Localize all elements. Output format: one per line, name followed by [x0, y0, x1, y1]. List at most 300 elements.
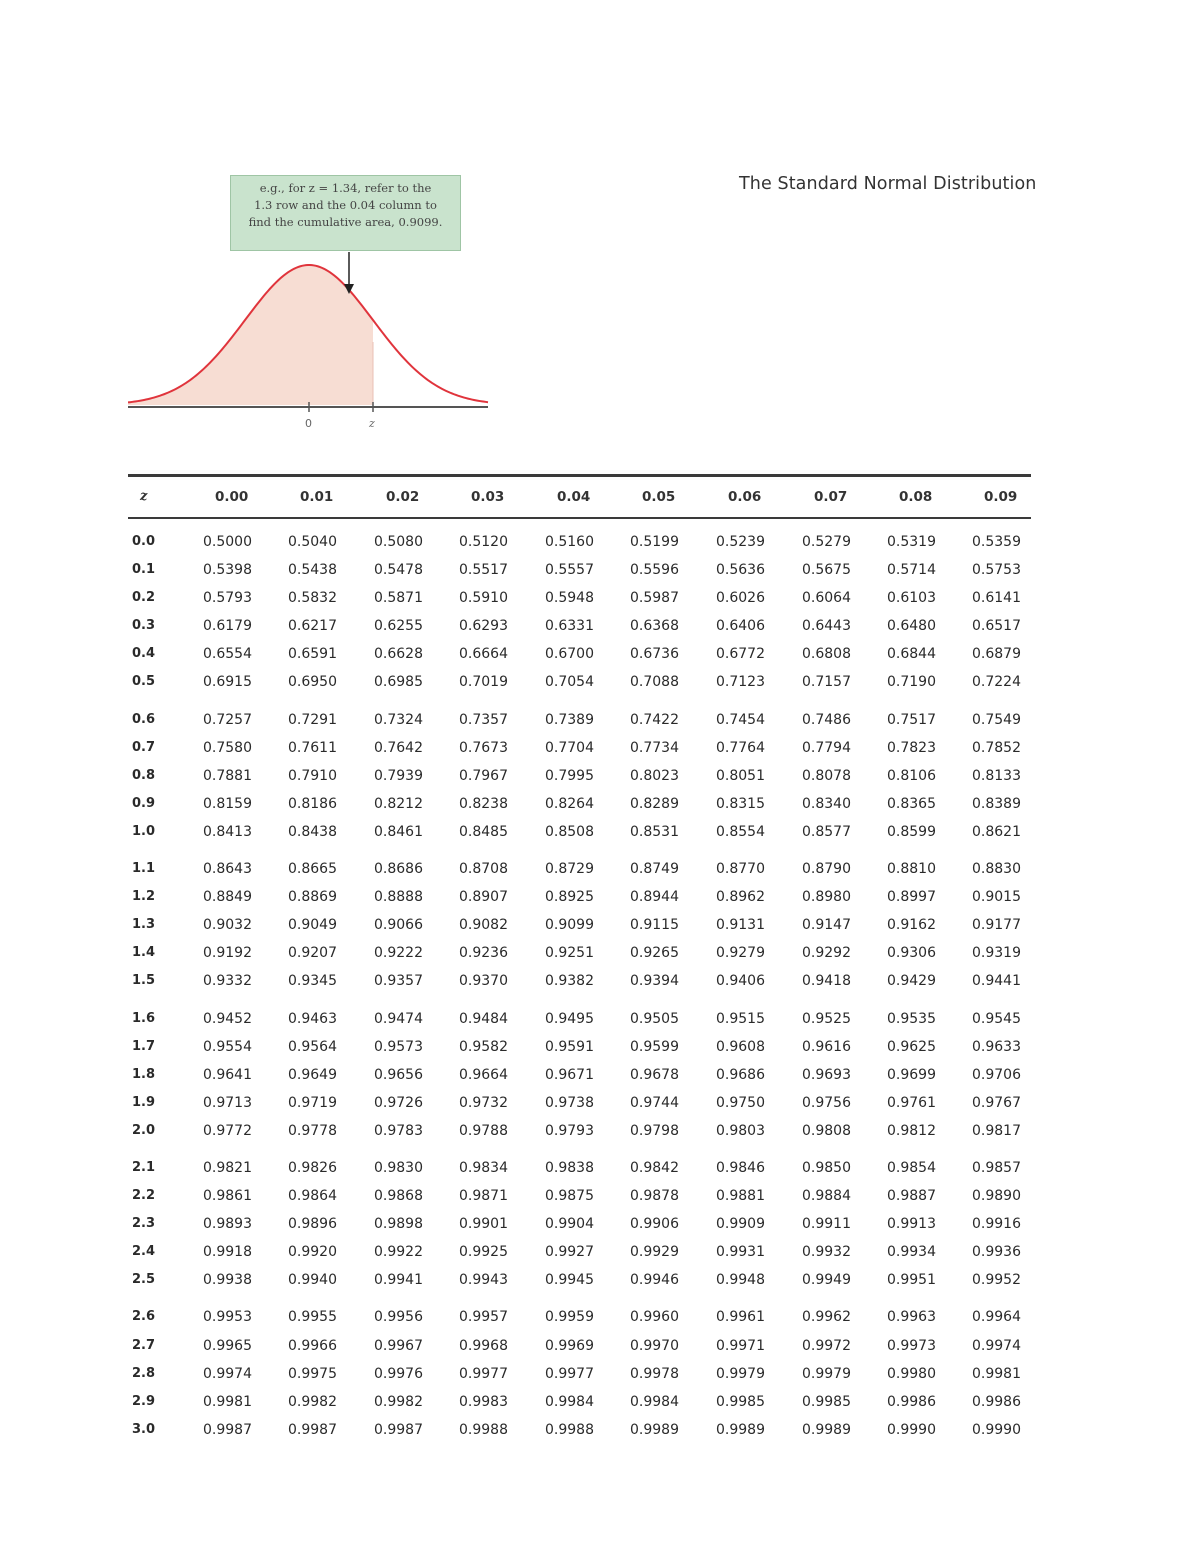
table-body — [128, 519, 1031, 1444]
table-cell: 0.7852 — [972, 739, 1021, 756]
table-row — [128, 734, 1031, 762]
table-row — [128, 1117, 1031, 1145]
table-cell: 0.9961 — [716, 1309, 765, 1326]
table-cell: 0.9861 — [203, 1188, 252, 1205]
table-cell: 0.6406 — [716, 618, 765, 635]
table-row — [128, 855, 1031, 883]
table-cell: 0.9963 — [887, 1309, 936, 1326]
table-cell: 0.9418 — [802, 973, 851, 990]
table-cell: 0.8599 — [887, 823, 936, 840]
table-row — [128, 1238, 1031, 1266]
table-cell: 0.9649 — [288, 1066, 337, 1083]
table-cell: 0.6879 — [972, 646, 1021, 663]
table-cell: 0.6985 — [374, 674, 423, 691]
table-cell: 0.9738 — [545, 1094, 594, 1111]
table-cell: 0.9943 — [459, 1272, 508, 1289]
table-cell: 0.8365 — [887, 795, 936, 812]
table-cell: 0.9515 — [716, 1010, 765, 1027]
table-cell: 0.8577 — [802, 823, 851, 840]
table-cell: 0.5359 — [972, 534, 1021, 550]
table-cell: 0.9938 — [203, 1272, 252, 1289]
table-cell: 0.9798 — [630, 1122, 679, 1139]
header-col-0.07: 0.07 — [814, 489, 848, 505]
table-cell: 0.8340 — [802, 795, 851, 812]
table-row — [128, 762, 1031, 790]
table-cell: 0.8051 — [716, 767, 765, 784]
table-cell: 0.9957 — [459, 1309, 508, 1326]
table-cell: 0.8869 — [288, 889, 337, 906]
table-cell: 0.9854 — [887, 1159, 936, 1176]
table-cell: 0.8461 — [374, 823, 423, 840]
header-col-0.06: 0.06 — [728, 489, 762, 505]
table-cell: 0.9884 — [802, 1188, 851, 1205]
cumulative-area-shading — [128, 265, 373, 405]
row-z-value: 1.9 — [132, 1094, 156, 1110]
table-cell: 0.9901 — [459, 1216, 508, 1233]
table-cell: 0.9834 — [459, 1159, 508, 1176]
table-cell: 0.9984 — [630, 1393, 679, 1410]
table-cell: 0.9641 — [203, 1066, 252, 1083]
table-cell: 0.8554 — [716, 823, 765, 840]
table-cell: 0.7190 — [887, 674, 936, 691]
table-cell: 0.9945 — [545, 1272, 594, 1289]
table-cell: 0.9015 — [972, 889, 1021, 906]
table-cell: 0.9989 — [716, 1421, 765, 1438]
table-cell: 0.9890 — [972, 1188, 1021, 1205]
table-row — [128, 1266, 1031, 1294]
table-cell: 0.8023 — [630, 767, 679, 784]
table-cell: 0.6331 — [545, 618, 594, 635]
table-row — [128, 1210, 1031, 1238]
table-cell: 0.7486 — [802, 711, 851, 728]
table-cell: 0.9977 — [545, 1365, 594, 1382]
table-cell: 0.5199 — [630, 534, 679, 550]
table-cell: 0.9989 — [630, 1421, 679, 1438]
page-title: The Standard Normal Distribution — [739, 174, 1037, 194]
table-cell: 0.9990 — [887, 1421, 936, 1438]
table-cell: 0.7389 — [545, 711, 594, 728]
table-cell: 0.6179 — [203, 618, 252, 635]
header-col-0.00: 0.00 — [215, 489, 249, 505]
table-cell: 0.9976 — [374, 1365, 423, 1382]
table-row — [128, 818, 1031, 846]
table-cell: 0.9969 — [545, 1337, 594, 1354]
table-cell: 0.9922 — [374, 1244, 423, 1261]
table-cell: 0.9968 — [459, 1337, 508, 1354]
table-cell: 0.7224 — [972, 674, 1021, 691]
table-cell: 0.9251 — [545, 945, 594, 962]
table-cell: 0.9881 — [716, 1188, 765, 1205]
table-cell: 0.9803 — [716, 1122, 765, 1139]
table-cell: 0.9970 — [630, 1337, 679, 1354]
table-cell: 0.9066 — [374, 917, 423, 934]
header-col-0.05: 0.05 — [642, 489, 676, 505]
table-cell: 0.6480 — [887, 618, 936, 635]
table-row — [128, 790, 1031, 818]
table-cell: 0.9394 — [630, 973, 679, 990]
table-cell: 0.9985 — [716, 1393, 765, 1410]
z-table — [128, 474, 1031, 1444]
table-cell: 0.7734 — [630, 739, 679, 756]
table-cell: 0.5714 — [887, 562, 936, 579]
table-cell: 0.8907 — [459, 889, 508, 906]
table-row — [128, 1154, 1031, 1182]
table-cell: 0.7642 — [374, 739, 423, 756]
row-z-value: 2.1 — [132, 1159, 156, 1175]
table-cell: 0.9693 — [802, 1066, 851, 1083]
table-cell: 0.9744 — [630, 1094, 679, 1111]
table-cell: 0.9177 — [972, 917, 1021, 934]
table-cell: 0.9591 — [545, 1038, 594, 1055]
axis-label-zero: 0 — [305, 417, 312, 430]
table-cell: 0.9793 — [545, 1122, 594, 1139]
table-cell: 0.8106 — [887, 767, 936, 784]
table-cell: 0.9909 — [716, 1216, 765, 1233]
table-cell: 0.8830 — [972, 861, 1021, 878]
table-cell: 0.9964 — [972, 1309, 1021, 1326]
row-z-value: 1.0 — [132, 823, 156, 839]
table-cell: 0.9984 — [545, 1393, 594, 1410]
row-z-value: 0.1 — [132, 562, 156, 578]
table-cell: 0.6700 — [545, 646, 594, 663]
table-cell: 0.9985 — [802, 1393, 851, 1410]
table-cell: 0.9916 — [972, 1216, 1021, 1233]
table-cell: 0.9918 — [203, 1244, 252, 1261]
table-cell: 0.9986 — [972, 1393, 1021, 1410]
table-cell: 0.6950 — [288, 674, 337, 691]
table-cell: 0.8749 — [630, 861, 679, 878]
table-row — [128, 1089, 1031, 1117]
table-cell: 0.9207 — [288, 945, 337, 962]
table-cell: 0.8980 — [802, 889, 851, 906]
row-z-value: 1.8 — [132, 1066, 156, 1082]
table-cell: 0.6064 — [802, 590, 851, 607]
table-cell: 0.9932 — [802, 1244, 851, 1261]
table-cell: 0.5517 — [459, 562, 508, 579]
table-header-row — [128, 477, 1031, 517]
table-cell: 0.9948 — [716, 1272, 765, 1289]
table-cell: 0.9706 — [972, 1066, 1021, 1083]
table-cell: 0.8264 — [545, 795, 594, 812]
normal-curve-figure — [128, 250, 490, 415]
table-cell: 0.8159 — [203, 795, 252, 812]
table-row — [128, 640, 1031, 668]
group-spacer — [128, 1145, 1031, 1154]
table-cell: 0.9382 — [545, 973, 594, 990]
table-cell: 0.9505 — [630, 1010, 679, 1027]
table-cell: 0.9616 — [802, 1038, 851, 1055]
table-cell: 0.7019 — [459, 674, 508, 691]
table-cell: 0.9850 — [802, 1159, 851, 1176]
row-z-value: 2.3 — [132, 1216, 156, 1232]
row-z-value: 1.7 — [132, 1038, 156, 1054]
row-z-value: 2.6 — [132, 1309, 156, 1325]
table-cell: 0.9960 — [630, 1309, 679, 1326]
table-row — [128, 1416, 1031, 1444]
table-cell: 0.9868 — [374, 1188, 423, 1205]
table-cell: 0.9966 — [288, 1337, 337, 1354]
table-cell: 0.5793 — [203, 590, 252, 607]
table-cell: 0.6026 — [716, 590, 765, 607]
table-cell: 0.7454 — [716, 711, 765, 728]
table-cell: 0.5832 — [288, 590, 337, 607]
table-cell: 0.5438 — [288, 562, 337, 579]
table-cell: 0.9671 — [545, 1066, 594, 1083]
table-row — [128, 1360, 1031, 1388]
table-cell: 0.5478 — [374, 562, 423, 579]
table-cell: 0.9952 — [972, 1272, 1021, 1289]
table-cell: 0.9931 — [716, 1244, 765, 1261]
table-cell: 0.8962 — [716, 889, 765, 906]
table-cell: 0.9974 — [972, 1337, 1021, 1354]
table-cell: 0.9875 — [545, 1188, 594, 1205]
table-cell: 0.9484 — [459, 1010, 508, 1027]
table-cell: 0.7357 — [459, 711, 508, 728]
table-cell: 0.7422 — [630, 711, 679, 728]
table-cell: 0.8790 — [802, 861, 851, 878]
table-cell: 0.9967 — [374, 1337, 423, 1354]
row-z-value: 0.0 — [132, 534, 156, 549]
table-row — [128, 668, 1031, 696]
table-cell: 0.9988 — [545, 1421, 594, 1438]
table-cell: 0.9941 — [374, 1272, 423, 1289]
table-cell: 0.9936 — [972, 1244, 1021, 1261]
group-spacer — [128, 846, 1031, 855]
table-cell: 0.8729 — [545, 861, 594, 878]
table-cell: 0.9345 — [288, 973, 337, 990]
table-cell: 0.9525 — [802, 1010, 851, 1027]
callout-line: find the cumulative area, 0.9099. — [248, 215, 443, 229]
table-cell: 0.8212 — [374, 795, 423, 812]
table-cell: 0.7324 — [374, 711, 423, 728]
table-row — [128, 1332, 1031, 1360]
table-cell: 0.9656 — [374, 1066, 423, 1083]
table-cell: 0.8315 — [716, 795, 765, 812]
table-cell: 0.9979 — [716, 1365, 765, 1382]
table-cell: 0.9842 — [630, 1159, 679, 1176]
table-cell: 0.5636 — [716, 562, 765, 579]
table-cell: 0.9980 — [887, 1365, 936, 1382]
table-cell: 0.8531 — [630, 823, 679, 840]
table-cell: 0.7794 — [802, 739, 851, 756]
table-cell: 0.7157 — [802, 674, 851, 691]
callout-line: e.g., for z = 1.34, refer to the — [259, 181, 432, 195]
table-cell: 0.9678 — [630, 1066, 679, 1083]
table-cell: 0.7704 — [545, 739, 594, 756]
table-row — [128, 1303, 1031, 1331]
table-cell: 0.9977 — [459, 1365, 508, 1382]
table-cell: 0.8997 — [887, 889, 936, 906]
table-cell: 0.9319 — [972, 945, 1021, 962]
group-spacer — [128, 697, 1031, 706]
table-cell: 0.5871 — [374, 590, 423, 607]
table-cell: 0.7580 — [203, 739, 252, 756]
table-cell: 0.6844 — [887, 646, 936, 663]
table-row — [128, 1005, 1031, 1033]
table-cell: 0.8186 — [288, 795, 337, 812]
table-cell: 0.8686 — [374, 861, 423, 878]
table-cell: 0.5398 — [203, 562, 252, 579]
table-cell: 0.7995 — [545, 767, 594, 784]
table-cell: 0.6554 — [203, 646, 252, 663]
table-cell: 0.9535 — [887, 1010, 936, 1027]
table-row — [128, 883, 1031, 911]
table-cell: 0.9857 — [972, 1159, 1021, 1176]
table-cell: 0.5675 — [802, 562, 851, 579]
table-cell: 0.5279 — [802, 534, 851, 550]
table-cell: 0.9554 — [203, 1038, 252, 1055]
table-cell: 0.9940 — [288, 1272, 337, 1289]
table-cell: 0.9772 — [203, 1122, 252, 1139]
table-cell: 0.9332 — [203, 973, 252, 990]
row-z-value: 1.3 — [132, 917, 156, 933]
table-cell: 0.7123 — [716, 674, 765, 691]
table-cell: 0.6255 — [374, 618, 423, 635]
table-cell: 0.9898 — [374, 1216, 423, 1233]
table-cell: 0.9871 — [459, 1188, 508, 1205]
table-cell: 0.9370 — [459, 973, 508, 990]
header-col-0.08: 0.08 — [899, 489, 933, 505]
header-col-0.04: 0.04 — [557, 489, 591, 505]
table-cell: 0.9830 — [374, 1159, 423, 1176]
header-col-0.09: 0.09 — [984, 489, 1018, 505]
header-col-0.03: 0.03 — [471, 489, 505, 505]
table-cell: 0.7764 — [716, 739, 765, 756]
table-cell: 0.7517 — [887, 711, 936, 728]
table-row — [128, 584, 1031, 612]
table-cell: 0.9147 — [802, 917, 851, 934]
table-cell: 0.9131 — [716, 917, 765, 934]
example-callout — [230, 175, 461, 251]
table-cell: 0.9974 — [203, 1365, 252, 1382]
table-cell: 0.8413 — [203, 823, 252, 840]
table-cell: 0.8708 — [459, 861, 508, 878]
table-cell: 0.9959 — [545, 1309, 594, 1326]
table-cell: 0.7881 — [203, 767, 252, 784]
table-cell: 0.5040 — [288, 534, 337, 550]
table-cell: 0.7673 — [459, 739, 508, 756]
table-row — [128, 528, 1031, 556]
axis-label-z: z — [369, 417, 375, 430]
table-cell: 0.9222 — [374, 945, 423, 962]
table-cell: 0.9934 — [887, 1244, 936, 1261]
table-cell: 0.9973 — [887, 1337, 936, 1354]
table-cell: 0.9956 — [374, 1309, 423, 1326]
table-cell: 0.9599 — [630, 1038, 679, 1055]
table-cell: 0.8925 — [545, 889, 594, 906]
table-cell: 0.9978 — [630, 1365, 679, 1382]
table-cell: 0.8621 — [972, 823, 1021, 840]
table-cell: 0.7967 — [459, 767, 508, 784]
row-z-value: 2.9 — [132, 1393, 156, 1409]
table-cell: 0.9713 — [203, 1094, 252, 1111]
table-cell: 0.5596 — [630, 562, 679, 579]
table-cell: 0.9162 — [887, 917, 936, 934]
table-cell: 0.9927 — [545, 1244, 594, 1261]
table-row — [128, 1061, 1031, 1089]
table-cell: 0.6808 — [802, 646, 851, 663]
table-cell: 0.9817 — [972, 1122, 1021, 1139]
table-cell: 0.5557 — [545, 562, 594, 579]
table-cell: 0.9953 — [203, 1309, 252, 1326]
table-cell: 0.9878 — [630, 1188, 679, 1205]
table-cell: 0.9115 — [630, 917, 679, 934]
row-z-value: 2.5 — [132, 1272, 156, 1288]
table-cell: 0.9988 — [459, 1421, 508, 1438]
row-z-value: 0.7 — [132, 739, 156, 755]
table-cell: 0.9406 — [716, 973, 765, 990]
table-cell: 0.9981 — [972, 1365, 1021, 1382]
row-z-value: 1.1 — [132, 861, 156, 877]
row-z-value: 2.0 — [132, 1122, 156, 1138]
table-cell: 0.6628 — [374, 646, 423, 663]
table-cell: 0.9306 — [887, 945, 936, 962]
group-spacer — [128, 519, 1031, 528]
table-cell: 0.9082 — [459, 917, 508, 934]
table-cell: 0.9920 — [288, 1244, 337, 1261]
table-cell: 0.9750 — [716, 1094, 765, 1111]
table-cell: 0.9838 — [545, 1159, 594, 1176]
table-cell: 0.6736 — [630, 646, 679, 663]
table-cell: 0.9357 — [374, 973, 423, 990]
table-cell: 0.5160 — [545, 534, 594, 550]
row-z-value: 2.4 — [132, 1244, 156, 1260]
row-z-value: 0.8 — [132, 767, 156, 783]
table-cell: 0.8665 — [288, 861, 337, 878]
table-cell: 0.8078 — [802, 767, 851, 784]
table-cell: 0.9821 — [203, 1159, 252, 1176]
group-spacer — [128, 996, 1031, 1005]
table-cell: 0.6664 — [459, 646, 508, 663]
table-cell: 0.9429 — [887, 973, 936, 990]
table-row — [128, 706, 1031, 734]
table-cell: 0.9099 — [545, 917, 594, 934]
table-cell: 0.6293 — [459, 618, 508, 635]
table-cell: 0.5319 — [887, 534, 936, 550]
table-cell: 0.6368 — [630, 618, 679, 635]
table-cell: 0.7611 — [288, 739, 337, 756]
table-cell: 0.5239 — [716, 534, 765, 550]
table-cell: 0.9767 — [972, 1094, 1021, 1111]
table-cell: 0.9664 — [459, 1066, 508, 1083]
table-cell: 0.9982 — [374, 1393, 423, 1410]
table-cell: 0.9987 — [374, 1421, 423, 1438]
header-z: z — [140, 489, 148, 504]
table-cell: 0.9949 — [802, 1272, 851, 1289]
table-cell: 0.5753 — [972, 562, 1021, 579]
table-cell: 0.9896 — [288, 1216, 337, 1233]
callout-line: 1.3 row and the 0.04 column to — [254, 198, 437, 212]
table-cell: 0.9911 — [802, 1216, 851, 1233]
table-cell: 0.9826 — [288, 1159, 337, 1176]
table-cell: 0.9972 — [802, 1337, 851, 1354]
table-cell: 0.8485 — [459, 823, 508, 840]
row-z-value: 0.3 — [132, 618, 156, 634]
table-cell: 0.9564 — [288, 1038, 337, 1055]
table-cell: 0.9906 — [630, 1216, 679, 1233]
table-cell: 0.8810 — [887, 861, 936, 878]
table-cell: 0.9986 — [887, 1393, 936, 1410]
table-cell: 0.9545 — [972, 1010, 1021, 1027]
table-cell: 0.9719 — [288, 1094, 337, 1111]
table-cell: 0.7939 — [374, 767, 423, 784]
table-cell: 0.9279 — [716, 945, 765, 962]
table-cell: 0.8389 — [972, 795, 1021, 812]
table-cell: 0.6141 — [972, 590, 1021, 607]
header-col-0.02: 0.02 — [386, 489, 420, 505]
table-cell: 0.8770 — [716, 861, 765, 878]
table-cell: 0.6772 — [716, 646, 765, 663]
